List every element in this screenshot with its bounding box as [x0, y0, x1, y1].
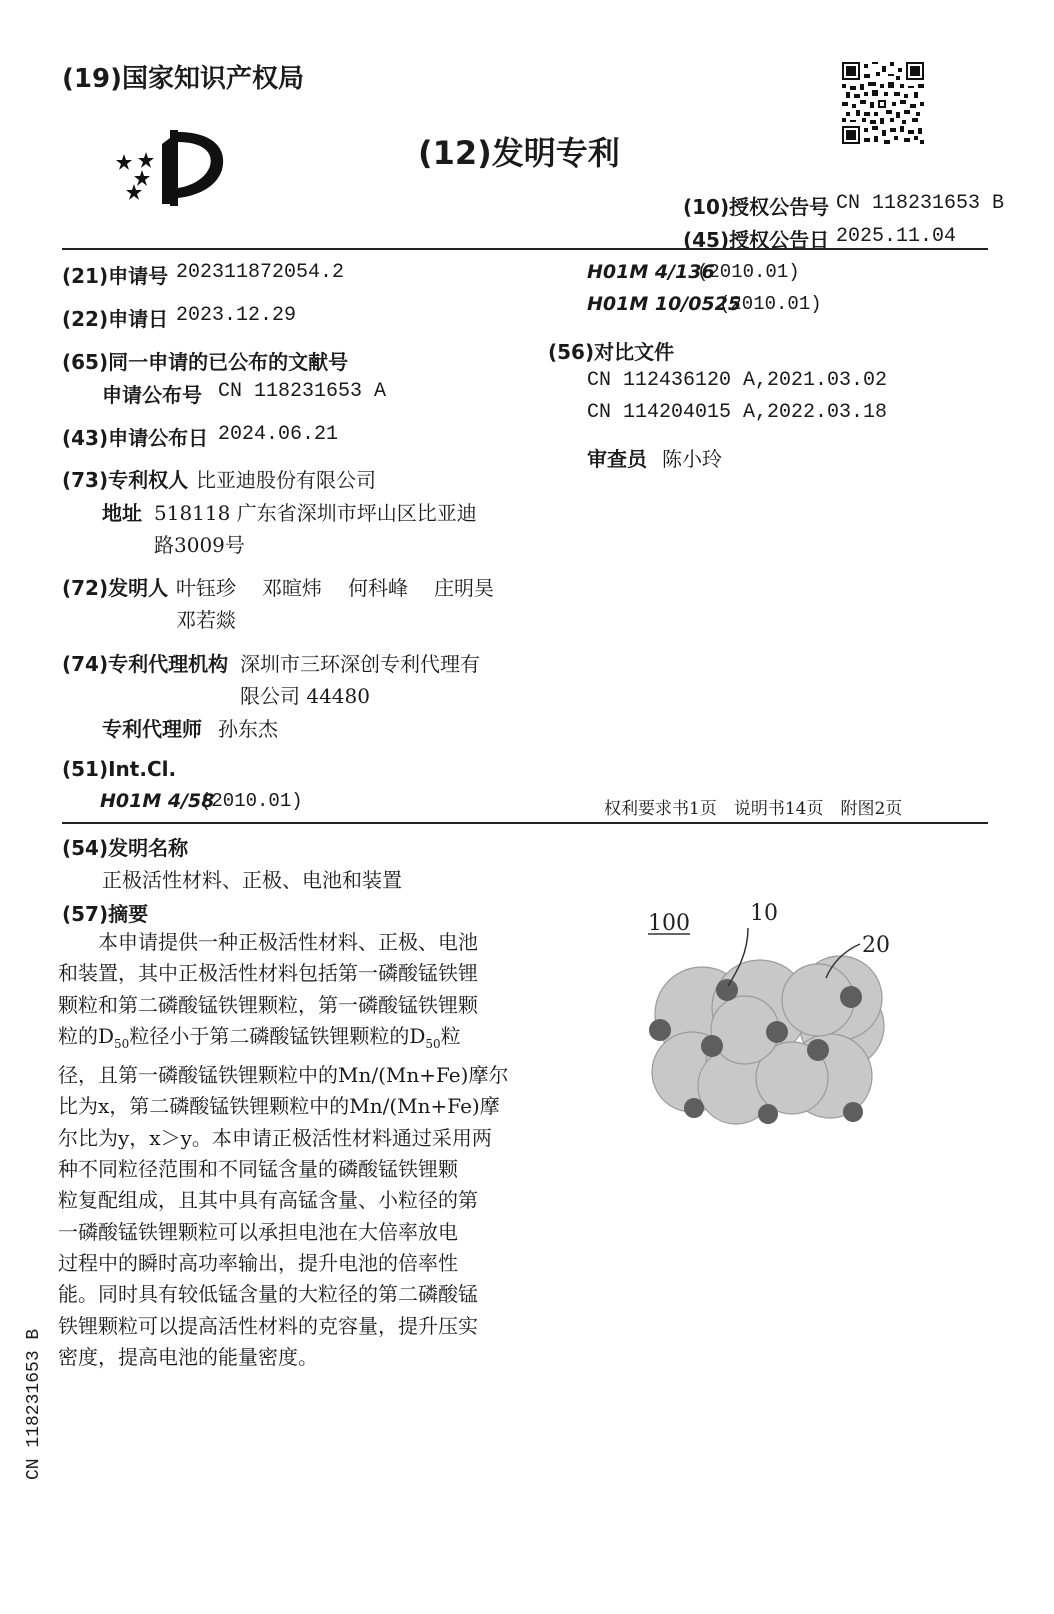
- small-particle: [649, 1019, 671, 1041]
- grant-date: 2025.11.04: [836, 225, 957, 248]
- small-particle: [684, 1098, 704, 1118]
- label-100: 100: [648, 911, 690, 936]
- address-label: 地址: [102, 501, 142, 525]
- pub-no-label: 申请公布号: [102, 383, 202, 407]
- side-doc-id: CN 118231653 B: [24, 1328, 44, 1480]
- intcl-year: (2010.01): [200, 790, 303, 812]
- abstract-line: 过程中的瞬时高功率输出，提升电池的倍率性: [58, 1250, 458, 1275]
- abstract-line: 颗粒和第二磷酸锰铁锂颗粒，第一磷酸锰铁锂颗: [58, 992, 478, 1017]
- abstract-line: 铁锂颗粒可以提高活性材料的克容量，提升压实: [58, 1313, 478, 1338]
- agency-label: (74)专利代理机构: [62, 652, 229, 676]
- inventor-name: 邓暄炜: [262, 576, 322, 600]
- intcl-label: (51)Int.Cl.: [62, 757, 177, 781]
- intcl-code: H01M 4/58: [100, 790, 215, 812]
- page-counts: 权利要求书1页 说明书14页 附图2页: [604, 799, 903, 819]
- abstract-line: 密度，提高电池的能量密度。: [58, 1344, 318, 1369]
- agent: 孙东杰: [218, 717, 278, 741]
- abstract-text: [58, 927, 509, 1373]
- abstract-line: 和装置，其中正极活性材料包括第一磷酸锰铁锂: [58, 961, 478, 986]
- cited-reference: CN 112436120 A,2021.03.02: [587, 369, 888, 392]
- grant-pub-no: CN 118231653 B: [836, 192, 1005, 215]
- header-divider: [62, 248, 988, 250]
- agent-label: 专利代理师: [102, 717, 202, 741]
- inventor-name: 何科峰: [348, 576, 408, 600]
- issuing-office: (19)国家知识产权局: [62, 64, 304, 94]
- address-line-2: 路3009号: [154, 533, 245, 557]
- abstract-figure: [620, 890, 920, 1140]
- ipc-year: (2010.01): [697, 261, 800, 283]
- small-particle: [807, 1039, 829, 1061]
- pub-no: CN 118231653 A: [218, 380, 387, 403]
- grant-pub-no-label: (10)授权公告号: [683, 195, 830, 219]
- agency-line-2: 限公司 44480: [240, 684, 370, 708]
- small-particle: [840, 986, 862, 1008]
- abstract-line: 一磷酸锰铁锂颗粒可以承担电池在大倍率放电: [58, 1219, 458, 1244]
- app-no: 202311872054.2: [176, 261, 345, 284]
- patentee: 比亚迪股份有限公司: [196, 468, 376, 492]
- document-type: (12)发明专利: [418, 134, 620, 172]
- examiner: 陈小玲: [662, 447, 722, 471]
- abstract-line: 径，且第一磷酸锰铁锂颗粒中的Mn/(Mn+Fe)摩尔: [58, 1063, 509, 1088]
- abstract-line: 粒复配组成，且其中具有高锰含量、小粒径的第: [58, 1188, 478, 1213]
- app-date-label: (22)申请日: [62, 307, 169, 331]
- cited-reference: CN 114204015 A,2022.03.18: [587, 401, 888, 424]
- small-particle: [766, 1021, 788, 1043]
- inventor-name: 叶钰珍: [176, 576, 236, 600]
- abstract-line: 比为x，第二磷酸锰铁锂颗粒中的Mn/(Mn+Fe)摩: [58, 1094, 500, 1119]
- agency-line-1: 深圳市三环深创专利代理有: [240, 652, 480, 676]
- ipc-code: H01M 4/136: [587, 261, 715, 283]
- invention-title: 正极活性材料、正极、电池和装置: [102, 868, 402, 892]
- inventors-label: (72)发明人: [62, 576, 169, 600]
- label-20: 20: [862, 933, 890, 958]
- small-particle: [716, 979, 738, 1001]
- inventor-name: 庄明昊: [434, 576, 494, 600]
- prior-pub-label: (65)同一申请的已公布的文献号: [62, 350, 349, 374]
- address-line-1: 518118 广东省深圳市坪山区比亚迪: [154, 501, 477, 525]
- inventor-name: 邓若燚: [176, 608, 236, 632]
- small-particle: [758, 1104, 778, 1124]
- title-label: (54)发明名称: [62, 836, 189, 860]
- abstract-line: 能。同时具有较低锰含量的大粒径的第二磷酸锰: [58, 1282, 478, 1307]
- qr-code: [842, 62, 924, 144]
- ipc-year: (2010.01): [719, 293, 822, 315]
- app-date: 2023.12.29: [176, 304, 297, 327]
- abstract-label: (57)摘要: [62, 902, 149, 926]
- pub-date: 2024.06.21: [218, 423, 339, 446]
- abstract-line: 种不同粒径范围和不同锰含量的磷酸锰铁锂颗: [58, 1157, 458, 1182]
- cnipa-logo: [112, 126, 232, 206]
- app-no-label: (21)申请号: [62, 264, 169, 288]
- patentee-label: (73)专利权人: [62, 468, 189, 492]
- abstract-line: 本申请提供一种正极活性材料、正极、电池: [98, 930, 478, 954]
- abstract-line: 尔比为y，x＞y。本申请正极活性材料通过采用两: [58, 1125, 492, 1150]
- abstract-line: 粒的$D_{50}$粒径小于第二磷酸锰铁锂颗粒的$D_{50}$粒: [58, 1023, 461, 1051]
- small-particle: [701, 1035, 723, 1057]
- grant-date-label: (45)授权公告日: [683, 228, 830, 252]
- ipc-code: H01M 10/0525: [587, 293, 742, 315]
- small-particle: [843, 1102, 863, 1122]
- label-10: 10: [750, 901, 778, 926]
- refs-label: (56)对比文件: [548, 340, 675, 364]
- examiner-label: 审查员: [587, 447, 647, 471]
- biblio-divider: [62, 822, 988, 824]
- pub-date-label: (43)申请公布日: [62, 426, 209, 450]
